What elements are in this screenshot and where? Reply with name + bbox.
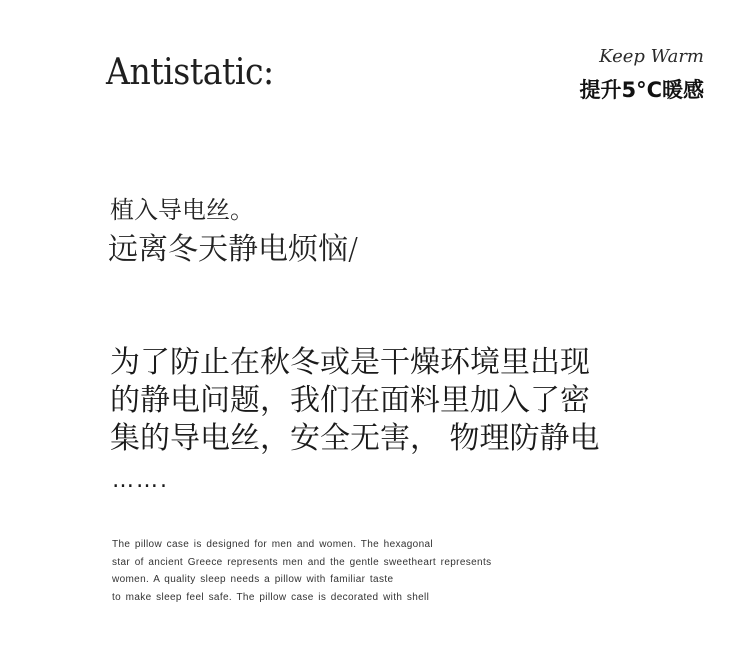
body-cn-ellipsis: ……. (112, 468, 169, 493)
body-cn-line-1: 为了防止在秋冬或是干燥环境里出现 (110, 345, 590, 380)
body-en-line-4: to make sleep feel safe. The pillow case is decorated with shell (112, 591, 430, 603)
body-cn-line-3: 集的导电丝，安全无害， 物理防静电 (110, 421, 600, 456)
tagline-en: Keep Warm (599, 46, 704, 67)
body-en-line-2: star of ancient Greece represents men and the gentle sweetheart represents (112, 556, 492, 568)
headline-title: Antistatic: (106, 52, 274, 93)
subtitle-line-1: 植入导电丝。 (110, 196, 254, 224)
tagline-cn: 提升5°C暖感 (579, 78, 704, 102)
body-english-paragraph (112, 536, 491, 606)
body-en-line-3: women. A quality sleep needs a pillow with familiar taste (112, 574, 394, 585)
body-en-line-1: The pillow case is designed for men and women. The hexagonal (112, 539, 433, 550)
subtitle-line-2: 远离冬天静电烦恼/ (108, 232, 359, 267)
body-cn-line-2: 的静电问题，我们在面料里加入了密 (110, 383, 590, 418)
body-chinese-paragraph (110, 344, 630, 458)
